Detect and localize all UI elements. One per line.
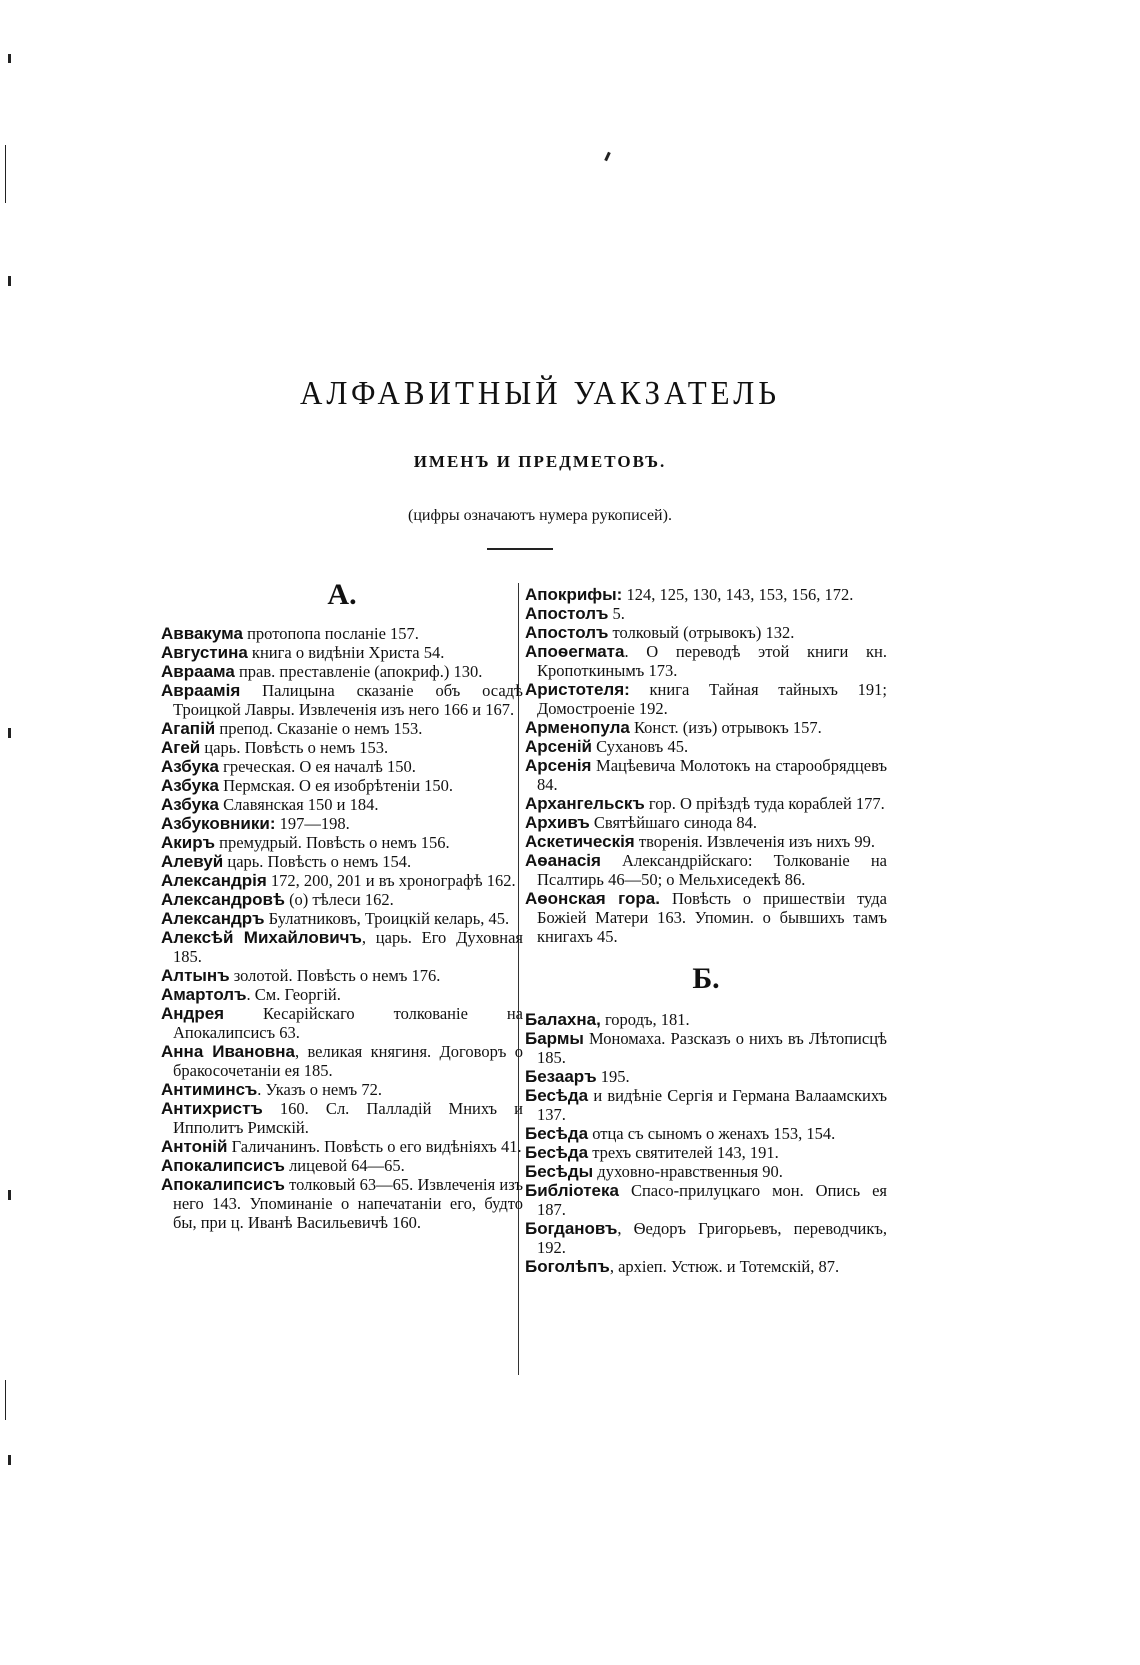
index-entry <box>161 776 523 795</box>
index-entry <box>525 585 887 604</box>
index-entry <box>161 909 523 928</box>
index-entry <box>525 1067 887 1086</box>
entry-text: , великая княгиня. Договоръ о бракосочетаніи ея 185. <box>173 1042 523 1080</box>
section-letter-b: Б. <box>692 962 720 995</box>
entry-head: Антиминсъ <box>161 1080 258 1099</box>
entry-head: Апостолъ <box>525 604 609 623</box>
entry-text: лицевой 64—65. <box>284 1156 405 1175</box>
entry-head: Алтынъ <box>161 966 230 985</box>
index-entry <box>161 928 523 966</box>
entry-text: , архіеп. Устюж. и Тотемскій, 87. <box>609 1257 840 1276</box>
entry-head: Александръ <box>161 909 265 928</box>
entry-head: Азбука <box>161 776 219 795</box>
entry-text: трехъ святителей 143, 191. <box>588 1143 779 1162</box>
index-entry <box>161 833 523 852</box>
index-entry <box>525 623 887 642</box>
index-entry <box>525 813 887 832</box>
index-entry <box>161 624 523 643</box>
index-entry <box>161 738 523 757</box>
entry-head: Андрея <box>161 1004 225 1023</box>
entry-head: Арсенія <box>525 756 592 775</box>
scan-mark <box>8 276 11 286</box>
entry-head: Алевуй <box>161 852 224 871</box>
entry-text: Мономаха. Разсказъ о нихъ въ Лѣтописцѣ 185. <box>537 1029 887 1067</box>
section-letter-a: А. <box>327 578 357 611</box>
entry-head: Агапій <box>161 719 216 738</box>
index-entry <box>525 889 887 946</box>
index-entry <box>525 1143 887 1162</box>
index-entry <box>525 718 887 737</box>
index-entry <box>525 1124 887 1143</box>
entry-text: и видѣніе Сергія и Германа Валаамскихъ 137. <box>537 1086 887 1124</box>
entry-head: Апостолъ <box>525 623 609 642</box>
entry-text: Мацѣевича Молотокъ на старообрядцевъ 84. <box>537 756 887 794</box>
entry-head: Александровѣ <box>161 890 285 909</box>
entry-head: Азбука <box>161 795 219 814</box>
index-entry <box>525 1029 887 1067</box>
entry-text: гор. О пріѣздѣ туда кораблей 177. <box>644 794 885 813</box>
entry-text: Сухановъ 45. <box>592 737 689 756</box>
entry-text: творенія. Извлеченія изъ нихъ 99. <box>634 832 876 851</box>
entry-text: , царь. Его Духовная 185. <box>173 928 523 966</box>
entry-text: прав. преставленіе (апокриф.) 130. <box>234 662 483 681</box>
scan-mark <box>8 728 11 738</box>
entry-text: отца съ сыномъ о женахъ 153, 154. <box>588 1124 836 1143</box>
entry-text: 124, 125, 130, 143, 153, 156, 172. <box>622 585 854 604</box>
entry-text: Конст. (изъ) отрывокъ 157. <box>629 718 822 737</box>
entry-head: Авраамія <box>161 681 241 700</box>
entry-text: царь. Повѣсть о немъ 153. <box>200 738 389 757</box>
entry-head: Апоѳегмата <box>525 642 625 661</box>
entry-text: Святѣйшаго синода 84. <box>589 813 758 832</box>
entry-text: Спасо-прилуцкаго мон. Опись ея 187. <box>537 1181 887 1219</box>
index-note: (цифры означаютъ нумера рукописей). <box>408 507 672 524</box>
entry-head: Балахна, <box>525 1010 601 1029</box>
index-entry <box>161 795 523 814</box>
page-subtitle: ИМЕНЪ И ПРЕДМЕТОВЪ. <box>413 452 667 471</box>
entry-text: 172, 200, 201 и въ хронографѣ 162. <box>266 871 516 890</box>
entry-text: толковый (отрывокъ) 132. <box>608 623 795 642</box>
title-rule <box>487 548 553 550</box>
entry-head: Азбуковники: <box>161 814 276 833</box>
index-entry <box>161 1137 523 1156</box>
entry-text: духовно-нравственныя 90. <box>593 1162 783 1181</box>
scan-mark <box>8 1455 11 1465</box>
entry-text: царь. Повѣсть о немъ 154. <box>223 852 412 871</box>
entry-head: Бесѣда <box>525 1124 589 1143</box>
entry-text: (о) тѣлеси 162. <box>284 890 394 909</box>
entry-head: Библіотека <box>525 1181 619 1200</box>
index-entry <box>161 871 523 890</box>
entry-head: Аскетическія <box>525 832 635 851</box>
index-entry <box>161 1175 523 1232</box>
entry-head: Антоній <box>161 1137 228 1156</box>
entry-head: Бесѣда <box>525 1143 589 1162</box>
index-entry <box>525 832 887 851</box>
index-entry <box>525 604 887 623</box>
entry-head: Агей <box>161 738 201 757</box>
entry-text: Пермская. О ея изобрѣтеніи 150. <box>219 776 454 795</box>
index-entry <box>161 719 523 738</box>
entry-text: книга о видѣніи Христа 54. <box>247 643 445 662</box>
entry-head: Акиръ <box>161 833 216 852</box>
left-column <box>161 578 523 1232</box>
scan-mark <box>5 145 6 203</box>
index-entry <box>525 1162 887 1181</box>
entry-head: Бармы <box>525 1029 584 1048</box>
index-entry <box>161 1042 523 1080</box>
index-entry <box>161 1004 523 1042</box>
entry-head: Анна Ивановна <box>161 1042 295 1061</box>
entry-text: , Ѳедоръ Григорьевъ, переводчикъ, 192. <box>537 1219 887 1257</box>
entry-text: Галичанинъ. Повѣсть о его видѣніяхъ 41. <box>227 1137 522 1156</box>
right-column <box>525 585 887 1276</box>
entry-text: греческая. О ея началѣ 150. <box>219 757 416 776</box>
entry-text: книга Тайная тайныхъ 191; Домостроеніе 192. <box>537 680 887 718</box>
entry-text: толковый 63—65. Извлеченія изъ него 143. Упоминаніе о напечатаніи его, будто бы, при ц. Иванѣ Васильевичѣ 160. <box>173 1175 523 1232</box>
scan-mark <box>604 152 611 161</box>
scan-mark <box>8 54 11 63</box>
entry-head: Архивъ <box>525 813 590 832</box>
entry-text: Булатниковъ, Троицкій келарь, 45. <box>264 909 510 928</box>
entry-text: 5. <box>608 604 625 623</box>
page-title: АЛФАВИТНЫЙ УАКЗАТЕЛЬ <box>299 373 781 412</box>
entry-head: Архангельскъ <box>525 794 645 813</box>
index-entry <box>525 794 887 813</box>
entry-head: Арсеній <box>525 737 593 756</box>
entry-text: . Указъ о немъ 72. <box>257 1080 382 1099</box>
index-entry <box>161 1156 523 1175</box>
entry-head: Алексѣй Михайловичъ <box>161 928 362 947</box>
index-entry <box>161 985 523 1004</box>
scan-mark <box>5 1380 6 1420</box>
entry-text: 160. Сл. Палладій Мнихъ и Ипполитъ Римскій. <box>173 1099 523 1137</box>
index-entry <box>161 966 523 985</box>
entry-text: протопопа посланіе 157. <box>242 624 419 643</box>
entry-head: Боголѣпъ <box>525 1257 610 1276</box>
index-entry <box>525 1086 887 1124</box>
scan-mark <box>8 1190 11 1200</box>
index-entry <box>525 737 887 756</box>
entry-head: Арменопула <box>525 718 630 737</box>
entry-text: Палицына сказаніе объ осадѣ Троицкой Лавры. Извлеченія изъ него 166 и 167. <box>173 681 523 719</box>
entry-head: Аѳанасія <box>525 851 601 870</box>
entry-head: Августина <box>161 643 248 662</box>
index-entry <box>161 757 523 776</box>
entry-head: Апокалипсисъ <box>161 1156 285 1175</box>
entry-head: Антихристъ <box>161 1099 263 1118</box>
index-entry <box>525 1257 887 1276</box>
index-entry <box>525 1219 887 1257</box>
entry-text: 195. <box>596 1067 630 1086</box>
entry-head: Азбука <box>161 757 219 776</box>
index-entry <box>161 1099 523 1137</box>
entry-head: Бесѣды <box>525 1162 594 1181</box>
index-entry <box>525 851 887 889</box>
index-entry <box>525 1181 887 1219</box>
index-entry <box>161 852 523 871</box>
entry-text: . О переводѣ этой книги кн. Кропоткинымъ 173. <box>537 642 887 680</box>
entry-text: городъ, 181. <box>600 1010 690 1029</box>
index-entry <box>525 1010 887 1029</box>
entry-head: Апокрифы: <box>525 585 623 604</box>
entry-text: премудрый. Повѣсть о немъ 156. <box>215 833 450 852</box>
entry-head: Безааръ <box>525 1067 597 1086</box>
entry-text: золотой. Повѣсть о немъ 176. <box>229 966 441 985</box>
index-entry <box>161 681 523 719</box>
entry-text: Кесарійскаго толкованіе на Апокалипсисъ 63. <box>173 1004 523 1042</box>
entry-head: Аввакума <box>161 624 243 643</box>
entry-text: Александрійскаго: Толкованіе на Псалтирь 46—50; о Мельхиседекѣ 86. <box>537 851 887 889</box>
index-entry <box>525 642 887 680</box>
entry-head: Аѳонская гора. <box>525 889 660 908</box>
entry-text: 197—198. <box>275 814 350 833</box>
entry-head: Бесѣда <box>525 1086 589 1105</box>
index-entry <box>525 680 887 718</box>
index-entry <box>161 643 523 662</box>
entry-head: Апокалипсисъ <box>161 1175 285 1194</box>
entry-head: Авраама <box>161 662 235 681</box>
index-entry <box>161 814 523 833</box>
entry-text: Повѣсть о пришествіи туда Божіей Матери 163. Упомин. о бывшихъ тамъ книгахъ 45. <box>537 889 887 946</box>
entry-text: препод. Сказаніе о немъ 153. <box>215 719 423 738</box>
entry-head: Амартолъ <box>161 985 247 1004</box>
entry-head: Аристотеля: <box>525 680 630 699</box>
index-entry <box>161 1080 523 1099</box>
entry-text: Славянская 150 и 184. <box>219 795 379 814</box>
index-entry <box>525 756 887 794</box>
entry-head: Богдановъ <box>525 1219 618 1238</box>
entry-head: Александрія <box>161 871 267 890</box>
entry-text: . См. Георгій. <box>246 985 341 1004</box>
index-entry <box>161 890 523 909</box>
index-entry <box>161 662 523 681</box>
